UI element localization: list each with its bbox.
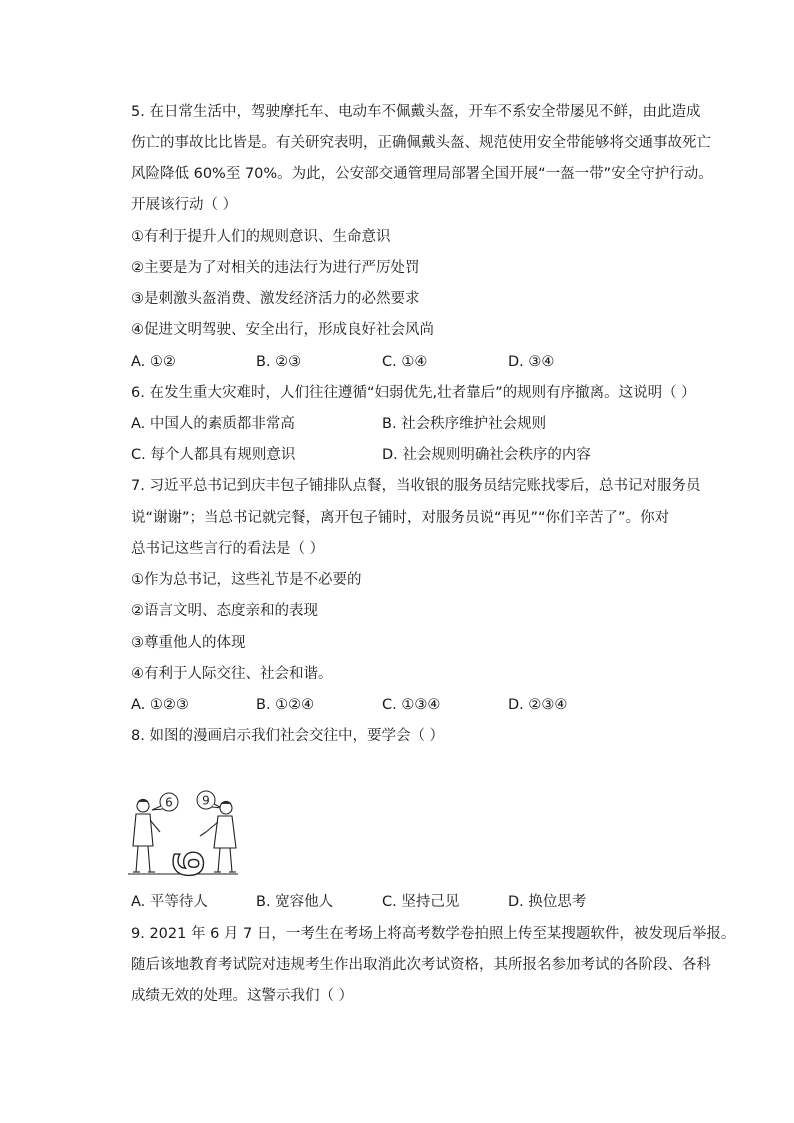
q5-statement-1: ①有利于提升人们的规则意识、生命意识 [131, 229, 391, 245]
q8-option-d: D. 换位思考 [508, 894, 587, 910]
q6-option-c: C. 每个人都具有规则意识 [131, 447, 296, 463]
q9-stem-line-3: 成绩无效的处理。这警示我们（ ） [131, 988, 354, 1004]
left-bubble-digit: 6 [165, 795, 173, 810]
right-bubble-digit: 9 [202, 793, 210, 808]
q8-option-b: B. 宽容他人 [256, 894, 334, 910]
q5-statement-2: ②主要是为了对相关的违法行为进行严厉处罚 [131, 260, 420, 276]
q8-option-c: C. 坚持己见 [382, 894, 460, 910]
q6-option-b: B. 社会秩序维护社会规则 [382, 416, 547, 432]
q7-option-d: D. ②③④ [508, 697, 568, 713]
q6-option-d: D. 社会规则明确社会秩序的内容 [382, 447, 591, 463]
q5-option-b: B. ②③ [256, 354, 302, 370]
q5-option-c: C. ①④ [382, 354, 428, 370]
q5-option-a: A. ①② [131, 354, 176, 370]
q7-statement-1: ①作为总书记，这些礼节是不必要的 [131, 572, 362, 588]
q7-statement-4: ④有利于人际交往、社会和谐。 [131, 666, 333, 682]
q7-option-b: B. ①②④ [256, 697, 315, 713]
q7-stem-line-1: 7. 习近平总书记到庆丰包子铺排队点餐，当收银的服务员结完账找零后，总书记对服务员 [131, 478, 701, 494]
right-speech-bubble [197, 791, 222, 809]
left-speech-bubble [152, 793, 178, 811]
q7-stem-line-3: 总书记这些言行的看法是（ ） [131, 541, 325, 557]
q5-statement-4: ④促进文明驾驶、安全出行，形成良好社会风尚 [131, 322, 434, 338]
q9-stem-line-1: 9. 2021 年 6 月 7 日，一考生在考场上将高考数学卷拍照上传至某搜题软件，被发现后举报。 [131, 926, 736, 942]
q7-statement-2: ②语言文明、态度亲和的表现 [131, 603, 318, 619]
floor-digit: 6 [167, 850, 213, 878]
q6-option-a: A. 中国人的素质都非常高 [131, 416, 295, 432]
q5-statement-3: ③是刺激头盔消费、激发经济活力的必然要求 [131, 291, 420, 307]
q8-cartoon-illustration [126, 788, 240, 880]
q6-stem: 6. 在发生重大灾难时，人们往往遵循“妇弱优先,壮者靠后”的规则有序撤离。这说明（ ） [131, 385, 696, 401]
q7-stem-line-2: 说“谢谢”；当总书记就完餐，离开包子铺时，对服务员说“再见”“你们辛苦了”。你对 [131, 510, 670, 526]
q5-option-d: D. ③④ [508, 354, 555, 370]
q5-stem-line-3: 风险降低 60%至 70%。为此，公安部交通管理局部署全国开展“一盔一带”安全守护行动。 [131, 166, 713, 182]
q7-statement-3: ③尊重他人的体现 [131, 635, 246, 651]
left-man-figure [133, 800, 160, 873]
q7-option-c: C. ①③④ [382, 697, 441, 713]
q5-stem-line-4: 开展该行动（ ） [131, 197, 238, 213]
q5-stem-line-1: 5. 在日常生活中，驾驶摩托车、电动车不佩戴头盔，开车不系安全带屡见不鲜，由此造成 [131, 104, 701, 120]
q5-stem-line-2: 伤亡的事故比比皆是。有关研究表明，正确佩戴头盔、规范使用安全带能够将交通事故死亡 [131, 135, 711, 151]
q9-stem-line-2: 随后该地教育考试院对违规考生作出取消此次考试资格，其所报名参加考试的各阶段、各科 [131, 957, 711, 973]
q7-option-a: A. ①②③ [131, 697, 189, 713]
q8-stem: 8. 如图的漫画启示我们社会交往中，要学会（ ） [131, 728, 445, 744]
q8-option-a: A. 平等待人 [131, 894, 208, 910]
